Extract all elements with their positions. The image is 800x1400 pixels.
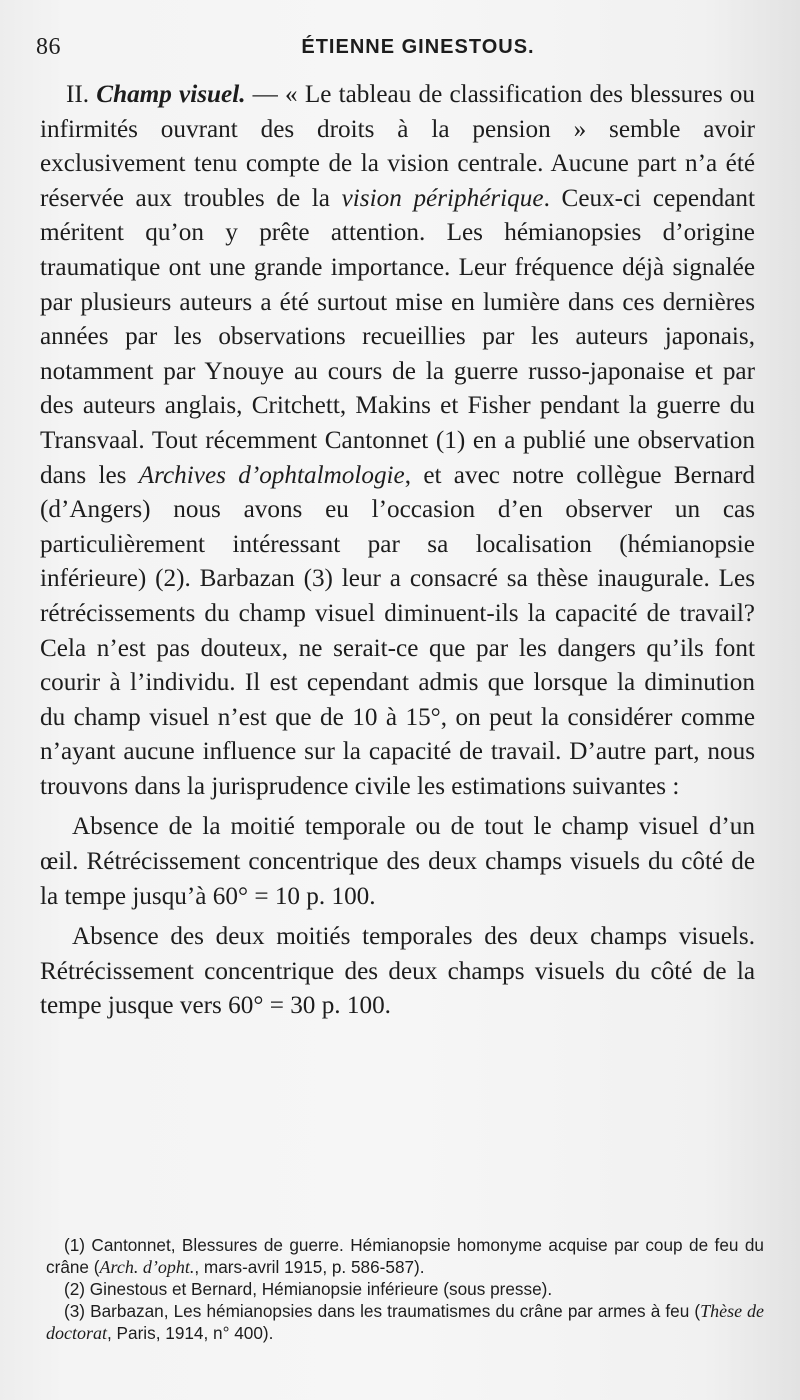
section-number: II.: [66, 81, 90, 108]
page-number: 86: [36, 34, 61, 60]
footnote-1: [46, 1234, 764, 1278]
paragraph-1-part-c: , et avec notre collègue Bernard (d’Angers) nous avons eu l’occasion d’en observer un cas particulièrement intéressant par sa localisation (hémianopsie inférieure) (2). Barbazan (3) leur a consacré sa thèse inaugurale. Les rétrécissements du champ visuel diminuent-ils la capacité de travail? Cela n’est pas douteux, ne serait-ce que par les dangers qu’ils font courir à l’individu. Il est cependant admis que lorsque la diminution du champ visuel n’est que de 10 à 15°, on peut la considérer comme n’ayant aucune influence sur la capacité de travail. D’autre part, nous trouvons dans la jurisprudence civile les estimations suivantes :: [40, 461, 756, 800]
paragraph-3: Absence des deux moitiés temporales des deux champs visuels. Rétrécissement concentrique des deux champs visuels du côté de la tempe jusque vers 60° = 30 p. 100.: [40, 923, 755, 1020]
running-head: [36, 34, 760, 66]
footnote-1-part-b: , mars-avril 1915, p. 586-587).: [194, 1257, 425, 1277]
italic-journal-title: Archives d’ophtalmologie: [138, 461, 405, 489]
footnotes: [46, 1234, 764, 1344]
footnote-3: [46, 1300, 764, 1344]
paragraph-1: [40, 78, 755, 804]
footnote-1-part-a: (1) Cantonnet, Blessures de guerre. Hémianopsie homonyme acquise par coup de feu du crâne (: [46, 1235, 764, 1277]
footnote-1-italic: Arch. d’opht.: [99, 1257, 195, 1277]
footnote-3-part-b: , Paris, 1914, n° 400).: [107, 1323, 274, 1343]
italic-term-vision-peripherique: vision périphérique: [341, 184, 544, 212]
paragraph-1-part-b: . Ceux-ci cependant méritent qu’on y prête attention. Les hémianopsies d’origine traumatique ont une grande importance. Leur fréquence déjà signalée par plusieurs auteurs a été surtout mise en lumière dans ces dernières années par les observations recueillies par les auteurs japonais, notamment par Ynouye au cours de la guerre russo-japonaise et par des auteurs anglais, Critchett, Makins et Fisher pendant la guerre du Transvaal. Tout récemment Cantonnet (1) en a publié une observation dans les: [40, 184, 755, 489]
footnote-3-italic: Thèse de doctorat: [46, 1301, 764, 1343]
paragraph-2: Absence de la moitié temporale ou de tout le champ visuel d’un œil. Rétrécissement concentrique des deux champs visuels du côté de la tempe jusqu’à 60° = 10 p. 100.: [40, 813, 755, 910]
section-title: Champ visuel.: [96, 81, 246, 108]
paragraph-1-part-a: — « Le tableau de classification des blessures ou infirmités ouvrant des droits à la pension » semble avoir exclusivement tenu compte de la vision centrale. Aucune part n’a été réservée aux troubles de la: [40, 81, 755, 212]
running-title: ÉTIENNE GINESTOUS.: [301, 36, 535, 58]
footnote-2: (2) Ginestous et Bernard, Hémianopsie inférieure (sous presse).: [64, 1279, 553, 1299]
footnote-3-part-a: (3) Barbazan, Les hémianopsies dans les traumatismes du crâne par armes à feu (: [64, 1301, 701, 1321]
main-text: [40, 78, 755, 1024]
